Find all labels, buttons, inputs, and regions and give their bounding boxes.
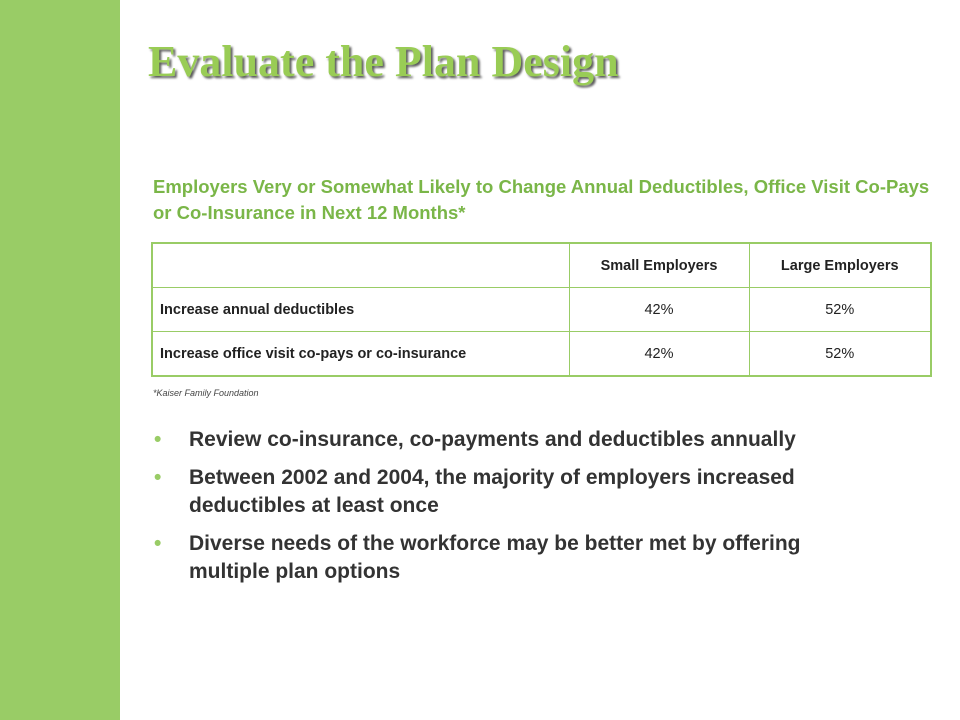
bullet-text: Between 2002 and 2004, the majority of employers increased deductibles at least once — [189, 466, 795, 517]
header-small-employers: Small Employers — [569, 243, 749, 288]
row-label: Increase office visit co-pays or co-insurance — [152, 332, 569, 377]
small-employers-value: 42% — [569, 332, 749, 377]
row-label: Increase annual deductibles — [152, 288, 569, 332]
bullet-text: Diverse needs of the workforce may be better met by offering multiple plan options — [189, 532, 801, 583]
small-employers-value: 42% — [569, 288, 749, 332]
bullet-text: Review co-insurance, co-payments and deductibles annually — [189, 428, 796, 451]
table-row — [152, 332, 931, 377]
table-heading: Employers Very or Somewhat Likely to Change Annual Deductibles, Office Visit Co-Pays or Co-Insurance in Next 12 Months* — [153, 176, 930, 223]
deductibles-table — [151, 242, 932, 377]
slide-title: Evaluate the Plan Design — [148, 37, 619, 86]
side-accent-bar — [0, 0, 120, 720]
bullet-dot-icon: • — [154, 532, 162, 555]
header-cell-empty — [152, 243, 569, 288]
bullet-item — [154, 464, 874, 520]
table-header-row — [152, 243, 931, 288]
bullet-item — [154, 530, 874, 586]
source-footnote: *Kaiser Family Foundation — [153, 388, 259, 398]
bullet-item — [154, 426, 874, 454]
table-row — [152, 288, 931, 332]
header-large-employers: Large Employers — [749, 243, 931, 288]
bullet-dot-icon: • — [154, 428, 162, 451]
large-employers-value: 52% — [749, 332, 931, 377]
bullet-list — [154, 426, 874, 596]
large-employers-value: 52% — [749, 288, 931, 332]
bullet-dot-icon: • — [154, 466, 162, 489]
